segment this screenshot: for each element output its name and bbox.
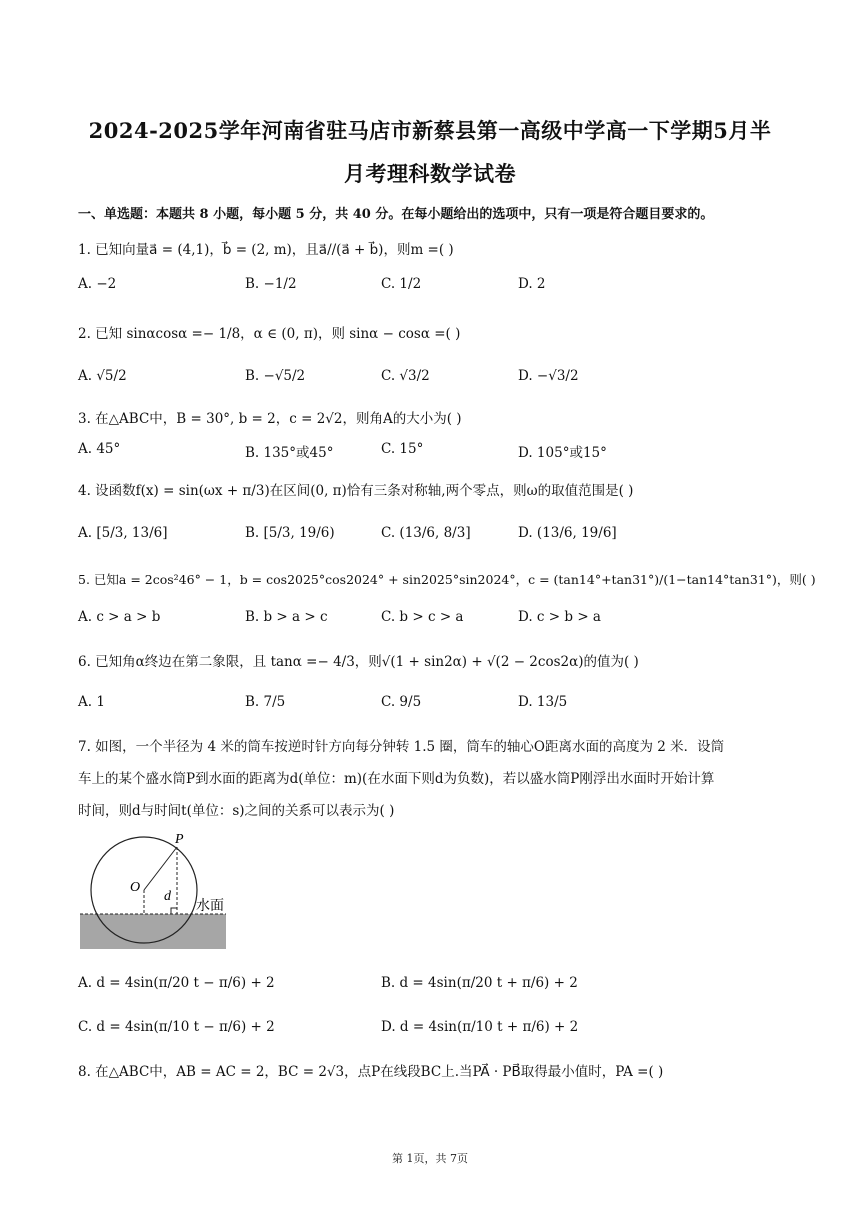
q6-option-d: D. 13/5 [518,694,568,710]
q1-option-b: B. −1/2 [245,276,297,292]
q3-option-d: D. 105°或15° [518,445,607,461]
water-body [80,914,226,949]
q3-option-b: B. 135°或45° [245,445,334,461]
q4-option-c: C. (13/6, 8/3] [381,525,471,541]
question-5-stem: 5. 已知a = 2cos²46° − 1，b = cos2025°cos2024° + sin2025°sin2024°，c = (tan14°+tan31°)/(1−tan14°tan31°)，则( ) [78,572,816,587]
q4-option-b: B. [5/3, 19/6) [245,525,335,541]
q3-option-c: C. 15° [381,441,424,457]
q5-option-a: A. c > a > b [78,609,161,625]
q1-option-c: C. 1/2 [381,276,422,292]
right-angle-mark [171,908,177,914]
page-footer: 第 1页，共 7页 [392,1152,468,1165]
q2-option-b: B. −√5/2 [245,368,306,384]
q7-option-d: D. d = 4sin(π/10 t + π/6) + 2 [381,1019,579,1035]
question-8-stem: 8. 在△ABC中，AB = AC = 2，BC = 2√3，点P在线段BC上.当PA⃗ · PB⃗取得最小值时，PA =( ) [78,1064,664,1080]
question-7-stem-line2: 车上的某个盛水筒P到水面的距离为d(单位：m)(在水面下则d为负数)，若以盛水筒P刚浮出水面时开始计算 [78,771,715,787]
waterwheel-diagram [78,830,238,955]
q5-option-c: C. b > c > a [381,609,464,625]
page-title-line1: 2024-2025学年河南省驻马店市新蔡县第一高级中学高一下学期5月半 [88,118,772,143]
label-o: O [130,880,141,895]
q3-option-a: A. 45° [78,441,121,457]
q6-option-a: A. 1 [78,694,105,710]
question-4-stem: 4. 设函数f(x) = sin(ωx + π/3)在区间(0, π)恰有三条对称轴,两个零点，则ω的取值范围是( ) [78,483,634,499]
q7-option-a: A. d = 4sin(π/20 t − π/6) + 2 [78,975,275,991]
question-7-stem-line1: 7. 如图，一个半径为 4 米的筒车按逆时针方向每分钟转 1.5 圈，筒车的轴心O距离水面的高度为 2 米．设筒 [78,739,725,755]
label-p: P [175,832,184,847]
question-1-stem: 1. 已知向量a⃗ = (4,1)，b⃗ = (2, m)，且a⃗//(a⃗ + b⃗)，则m =( ) [78,242,454,258]
question-6-stem: 6. 已知角α终边在第二象限，且 tanα =− 4/3，则√(1 + sin2α) + √(2 − 2cos2α)的值为( ) [78,654,639,670]
label-water-surface: 水面 [196,898,224,914]
q2-option-a: A. √5/2 [78,368,127,384]
q1-option-a: A. −2 [78,276,117,292]
waterwheel-figure [78,830,238,959]
q6-option-b: B. 7/5 [245,694,286,710]
q1-option-d: D. 2 [518,276,546,292]
q2-option-c: C. √3/2 [381,368,430,384]
q6-option-c: C. 9/5 [381,694,422,710]
q4-option-a: A. [5/3, 13/6] [78,525,168,541]
page-title-line2: 月考理科数学试卷 [344,161,516,186]
q4-option-d: D. (13/6, 19/6] [518,525,617,541]
section-heading: 一、单选题：本题共 8 小题，每小题 5 分，共 40 分。在每小题给出的选项中，只有一项是符合题目要求的。 [78,207,714,222]
question-2-stem: 2. 已知 sinαcosα =− 1/8，α ∈ (0, π)，则 sinα − cosα =( ) [78,326,461,342]
label-d: d [164,889,171,904]
radius-op [144,847,177,890]
q2-option-d: D. −√3/2 [518,368,579,384]
q5-option-d: D. c > b > a [518,609,601,625]
q7-option-b: B. d = 4sin(π/20 t + π/6) + 2 [381,975,578,991]
question-7-stem-line3: 时间，则d与时间t(单位：s)之间的关系可以表示为( ) [78,803,395,819]
question-3-stem: 3. 在△ABC中，B = 30°, b = 2，c = 2√2，则角A的大小为( ) [78,411,462,427]
q7-option-c: C. d = 4sin(π/10 t − π/6) + 2 [78,1019,275,1035]
q5-option-b: B. b > a > c [245,609,328,625]
